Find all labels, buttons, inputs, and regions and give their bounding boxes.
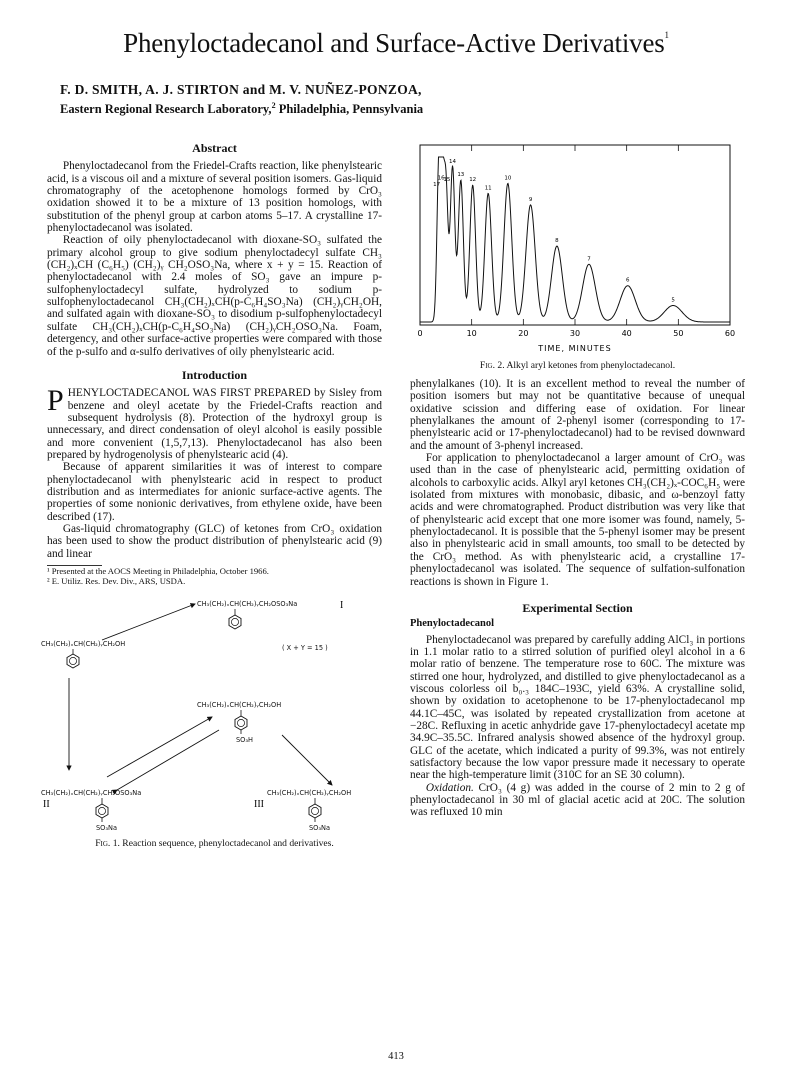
peak-label: 6 [625, 277, 630, 284]
figure-1-caption: Fig. 1. Reaction sequence, phenyloctadecanol and derivatives. [95, 838, 334, 850]
arrow-to-product-3 [282, 735, 332, 785]
drop-cap: P [47, 384, 64, 418]
x-tick-label: 60 [724, 329, 736, 338]
intro-paragraph-1: PHENYLOCTADECANOL WAS FIRST PREPARED by Sisley from benzene and oleyl acetate by the Friedel-Crafts reaction and subsequent hydrolysis (8). Protection of the hydroxyl group is unnecessary, and direct condensation of oleyl alcohol is easily possible and more convenient (1,5,7,13). Phenyloctadecanol has also been prepared by hydrogenolysis of phenylstearic acid (4). [47, 384, 382, 461]
arrow-from-product-2 [107, 717, 212, 777]
abstract-paragraph-1: Phenyloctadecanol from the Friedel-Crafts reaction, like phenylstearic acid, is a viscous oil and a mixture of several position isomers. Gas-liquid chromatography of the acetophenone homologs formed by CrO₃ oxidation showed it to be a mixture of 13 position homologs, with substitution of the phenyl group at carbon atoms 5–17. A crystalline 17-phenyloctadecanol was isolated. [47, 160, 382, 235]
page-number: 413 [388, 1051, 404, 1062]
peak-label: 8 [555, 238, 559, 245]
figure-2-caption: Fig. 2. Alkyl aryl ketones from phenyloctadecanol. [479, 360, 676, 371]
peak-label: 16 [437, 175, 445, 182]
right-paragraph-1: phenylalkanes (10). It is an excellent method to reveal the number of position isomers but may not be quantitative because of unequal oxidative scission and differing ease of oxidation. For linear phenylalkanes the amount of 2-phenyl isomer (corresponding to 17-phenylstearic acid or 17-phenyloctadecanol) had to be revised downward and the amount of 3-phenyl increased. [410, 378, 745, 452]
arrow-to-product-1 [102, 604, 195, 640]
peak-label: 11 [484, 185, 492, 192]
sulfonic-acid-group: SO₃H [236, 736, 253, 745]
title-footnote-mark: 1 [664, 30, 669, 40]
abstract-heading: Abstract [192, 141, 237, 155]
figure-1-reaction-scheme [41, 590, 382, 840]
peak-label: 10 [504, 175, 512, 182]
right-paragraph-2: For application to phenyloctadecanol a larger amount of CrO₃ was used than in the case of phenylstearic acid, permitting oxidation of alcohols to carboxylic acids. Alkyl aryl ketones CH₃(CH₂)ₓ-COC₆H₅ were isolated from mixtures with monobasic, dibasic, and ω-benzoyl fatty acids and were chromatographed. Product distribution was very like that of phenylstearic acid except that one more isomer was found, namely, 5-phenyloctadecanol. It is possible that the 5-phenyl isomer may be present also in phenylstearic acid in small amounts, too small to be detected by the CrO₃ method. As with phenylstearic acid, a crystalline 17-phenyloctadecanol was isolated. The sequence of sulfation-sulfonation reactions is shown in Figure 1. [410, 452, 745, 588]
product-3-formula: CH₃(CH₂)ₓCH(CH₂)ᵧCH₂OH [267, 789, 352, 798]
sulfonic-acid-intermediate-formula: CH₃(CH₂)ₓCH(CH₂)ᵧCH₂OH [197, 701, 282, 710]
peak-label: 12 [469, 177, 477, 184]
footnote-2: ² E. Utiliz. Res. Dev. Div., ARS, USDA. [47, 576, 186, 587]
peak-label: 5 [671, 297, 675, 304]
product-1-number: I [340, 600, 344, 612]
x-tick-label: 20 [518, 329, 529, 338]
x-tick-label: 30 [569, 329, 581, 338]
experimental-paragraph-1: Phenyloctadecanol was prepared by carefully adding AlCl₃ in portions in 1.1 molar ratio to a stirred solution of purified oleyl alcohol in a 6 molar ratio of benzene. The temperature rose to 60C. The mixture was stirred one hour, hydrolyzed, and distilled to give phenyloctadecanol as a viscous colorless oil b₀.₃ 184C–193C, yield 63%. A crystalline solid, shown by oxidation to acetophenone to be 17-phenyloctadecanol mp 44.1C–45C, was isolated by repeated crystallization from acetone at −28C. Refluxing in acetic anhydride gave 17-phenyloctadecyl acetate mp 34.9C–35.5C. Infrared analysis showed absence of the hydroxyl group. GLC of the acetate, which indicated a purity of 99.3%, was not entirely satisfactory because the low vapor pressure made it necessary to operate near the high-temperature limit (310C for an SE 30 column). [410, 633, 745, 782]
peak-label: 17 [433, 182, 441, 188]
peak-label: 13 [457, 172, 465, 179]
starting-alcohol-formula: CH₃(CH₂)ₓCH(CH₂)ᵧCH₂OH [41, 640, 126, 649]
peak-label: 7 [587, 256, 591, 263]
x-tick-label: 10 [466, 329, 477, 338]
figure-2 [410, 140, 745, 372]
x-tick-label: 40 [621, 329, 632, 338]
product-2-sulfonate: SO₃Na [96, 824, 117, 833]
phenyloctadecanol-subheading: Phenyloctadecanol [410, 618, 494, 630]
intro-paragraph-2: Because of apparent similarities it was of interest to compare phenyloctadecanol with phenylstearic acid in respect to product distribution and as intermediates for anionic surface-active agents. The properties of some nonionic derivatives, from ethylene oxide, have been described (17). [47, 461, 382, 523]
left-column [41, 141, 382, 850]
chromatogram-trace [420, 157, 730, 322]
right-column [410, 378, 745, 819]
x-tick-label: 0 [417, 329, 423, 338]
author-list: F. D. SMITH, A. J. STIRTON and M. V. NUÑEZ-PONZOA, [60, 82, 422, 97]
product-3-sulfonate: SO₃Na [309, 824, 330, 833]
figure-2-chromatogram [410, 140, 745, 355]
product-1-formula: CH₃(CH₂)ₓCH(CH₂)ᵧCH₂OSO₃Na [197, 600, 298, 609]
paper-title: Phenyloctadecanol and Surface-Active Derivatives$^1$ [123, 28, 669, 58]
experimental-paragraph-2: Oxidation. CrO₃ (4 g) was added in the course of 2 min to 2 g of phenyloctadecanol in 30 ml of glacial acetic acid at 20C. The solution was refluxed 10 min [410, 781, 745, 819]
arrow-to-product-2 [117, 730, 219, 790]
footnote-1: ¹ Presented at the AOCS Meeting in Philadelphia, October 1966. [47, 566, 269, 576]
peak-label: 14 [449, 158, 457, 165]
x-axis-label: TIME, MINUTES [538, 344, 612, 353]
peak-label: 15 [443, 177, 451, 184]
condition-x-plus-y: ( X + Y = 15 ) [282, 644, 328, 653]
intro-paragraph-3: Gas-liquid chromatography (GLC) of ketones from CrO₃ oxidation has been used to show the product distribution of phenylstearic acid (9) and linear [47, 522, 382, 560]
product-3-number: III [254, 799, 264, 811]
introduction-heading: Introduction [181, 367, 248, 382]
product-2-formula: CH₃(CH₂)ₓCH(CH₂)ᵧCH₂OSO₃Na [41, 789, 142, 798]
x-tick-label: 50 [673, 329, 684, 338]
peak-label: 9 [528, 196, 533, 203]
affiliation: Eastern Regional Research Laboratory,$^2$ Philadelphia, Pennsylvania [60, 101, 424, 117]
abstract-paragraph-2: Reaction of oily phenyloctadecanol with dioxane-SO₃ sulfated the primary alcohol group to give sodium phenyloctadecyl sulfate CH₃ (CH₂)ₓCH (C₆H₅) (CH₂)ᵧ CH₂OSO₃Na, where x + y = 15. Reaction of phenyloctadecanol with 2.4 moles of SO₃ gave an impure p-sulfophenyloctadecyl sulfate, hydrolyzed to sodium p-sulfophenyloctadecanol CH₃(CH₂)ₓCH(p-C₆H₄SO₃Na) (CH₂)ᵧCH₂OH, and sulfated again with dioxane-SO₃ to disodium p-sulfophenyloctadecyl sulfate CH₃(CH₂)ₓCH(p-C₆H₄SO₃Na) (CH₂)ᵧCH₂OSO₃Na. Foam, detergency, and other surface-active properties were compared with those of the p-sulfo and α-sulfo derivatives of oily phenylstearic acid. [47, 234, 382, 358]
experimental-heading: Experimental Section [522, 600, 633, 615]
product-2-number: II [43, 799, 50, 811]
